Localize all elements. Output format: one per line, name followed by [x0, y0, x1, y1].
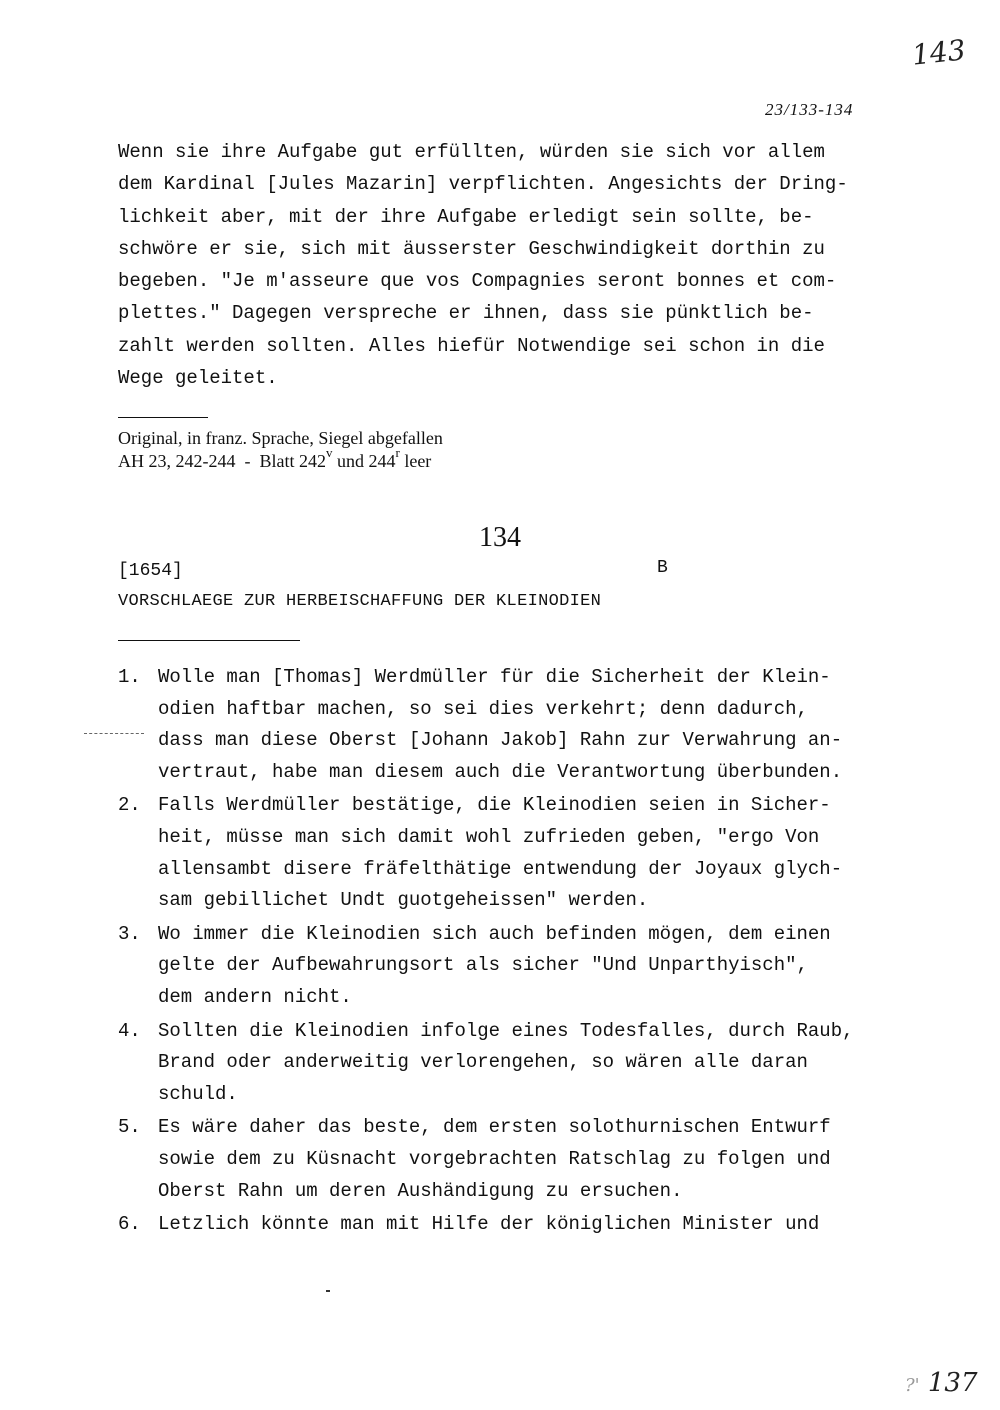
- faint-mark: ?': [905, 1375, 920, 1396]
- recto-superscript: r: [395, 445, 400, 460]
- source-line-1: Original, in franz. Sprache, Siegel abgefallen: [118, 428, 443, 448]
- item-text: [158, 1209, 918, 1241]
- source-line-2-suffix: leer: [399, 451, 432, 471]
- item-number: 5.: [118, 1116, 141, 1139]
- document-date: [1654]: [118, 561, 183, 581]
- footer-page-number: 137: [927, 1368, 978, 1398]
- list-item: [118, 790, 918, 916]
- source-line-2-middle: und 244: [332, 451, 396, 471]
- item-line: allensambt disere fräfelthätige entwendung der Joyaux glych-: [158, 857, 843, 880]
- item-text: [158, 790, 918, 916]
- source-line-2: [118, 445, 443, 474]
- verso-superscript: v: [325, 445, 333, 460]
- item-line: heit, müsse man sich damit wohl zufrieden geben, "ergo Von: [158, 825, 820, 848]
- item-line: sowie dem zu Küsnacht vorgebrachten Ratschlag zu folgen und: [158, 1147, 831, 1170]
- item-line: Wolle man [Thomas] Werdmüller für die Sicherheit der Klein-: [158, 666, 831, 688]
- item-text: [158, 1016, 918, 1111]
- item-number: 6.: [118, 1213, 141, 1236]
- list-item: [118, 1016, 918, 1111]
- item-number: 3.: [118, 922, 141, 945]
- source-note: [118, 427, 443, 474]
- item-line: Letzlich könnte man mit Hilfe der königlichen Minister und: [158, 1213, 820, 1236]
- list-item: [118, 662, 918, 788]
- item-line: sam gebillichet Undt guotgeheissen" werden.: [158, 889, 649, 912]
- item-number: 1.: [118, 666, 141, 688]
- page-footer-mark: [905, 1368, 978, 1398]
- item-text: [158, 1112, 918, 1207]
- item-line: schuld.: [158, 1082, 238, 1105]
- source-line-2-prefix: AH 23, 242-244 - Blatt 242: [118, 451, 326, 471]
- text-line: begeben. "Je m'asseure que vos Compagnies seront bonnes et com-: [118, 270, 837, 293]
- list-item: [118, 1209, 918, 1241]
- item-line: odien haftbar machen, so sei dies verkehrt; denn dadurch,: [158, 697, 808, 720]
- stray-mark: [326, 1290, 330, 1292]
- document-number: 134: [479, 522, 521, 553]
- text-line: schwöre er sie, sich mit äusserster Geschwindigkeit dorthin zu: [118, 237, 825, 260]
- item-line: Es wäre daher das beste, dem ersten solothurnischen Entwurf: [158, 1116, 831, 1139]
- document-reference: 23/133-134: [765, 100, 854, 119]
- text-line: Wenn sie ihre Aufgabe gut erfüllten, würden sie sich vor allem: [118, 141, 825, 163]
- item-text: [158, 662, 918, 788]
- item-number: 4.: [118, 1019, 141, 1042]
- document-title: VORSCHLAEGE ZUR HERBEISCHAFFUNG DER KLEINODIEN: [118, 592, 602, 611]
- item-line: vertraut, habe man diesem auch die Verantwortung überbunden.: [158, 760, 843, 783]
- text-line: zahlt werden sollten. Alles hiefür Notwendige sei schon in die: [118, 334, 825, 357]
- title-divider: [118, 640, 300, 641]
- item-number: 2.: [118, 794, 141, 817]
- text-line: Wege geleitet.: [118, 367, 278, 390]
- item-line: Brand oder anderweitig verlorengehen, so wären alle daran: [158, 1051, 808, 1074]
- item-line: Falls Werdmüller bestätige, die Kleinodien seien in Sicher-: [158, 794, 831, 817]
- numbered-list: [118, 662, 918, 1243]
- item-line: Sollten die Kleinodien infolge eines Todesfalles, durch Raub,: [158, 1019, 854, 1042]
- item-line: Wo immer die Kleinodien sich auch befinden mögen, dem einen: [158, 922, 831, 945]
- item-line: dem andern nicht.: [158, 985, 352, 1008]
- text-line: plettes." Dagegen verspreche er ihnen, dass sie pünktlich be-: [118, 302, 814, 325]
- list-item: [118, 1112, 918, 1207]
- document-letter: B: [657, 558, 668, 578]
- text-line: lichkeit aber, mit der ihre Aufgabe erledigt sein sollte, be-: [118, 205, 814, 228]
- item-line: dass man diese Oberst [Johann Jakob] Rahn zur Verwahrung an-: [158, 729, 843, 752]
- item-line: Oberst Rahn um deren Aushändigung zu ersuchen.: [158, 1179, 683, 1202]
- text-line: dem Kardinal [Jules Mazarin] verpflichten. Angesichts der Dring-: [118, 173, 848, 196]
- item-line: gelte der Aufbewahrungsort als sicher "Und Unparthyisch",: [158, 954, 808, 977]
- archive-stamp-number: 143: [910, 33, 968, 72]
- short-divider: [118, 417, 208, 418]
- list-item: [118, 919, 918, 1014]
- item-text: [158, 919, 918, 1014]
- summary-paragraph: [118, 136, 898, 394]
